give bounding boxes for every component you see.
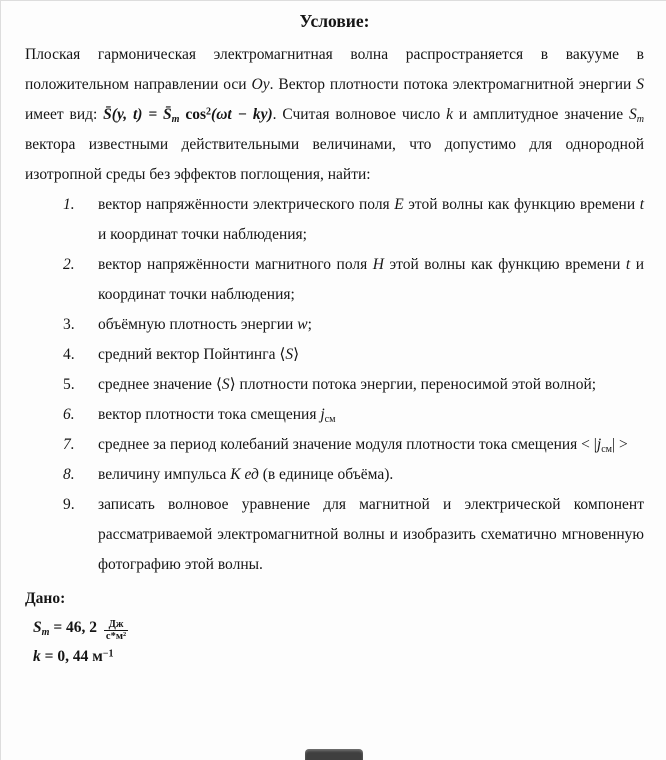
list-item-text: средний вектор Пойнтинга ⟨S⟩ [98, 346, 300, 363]
list-item-text: среднее значение ⟨S⟩ плотности потока энергии, переносимой этой волной; [98, 376, 597, 393]
list-item [61, 490, 644, 580]
problem-list [61, 190, 644, 580]
list-item [61, 310, 644, 340]
intro-paragraph: Плоская гармоническая электромагнитная волна распространяется в вакууме в положительном направлении оси Oy. Вектор плотности потока электромагнитной энергии S имеет вид: S̄(y, $t) = S̄_m$ $\cos^2(\omega t - ky)$. Считая волновое число k и амплитудное значение $S_m$ вектора известными действительными величинами, что допустимо для однородной изотропной среды без эффектов поглощения, найти: [25, 46, 645, 183]
list-item-number: 5. [63, 376, 75, 393]
list-item-number: 2. [63, 256, 75, 273]
list-item-number: 6. [63, 406, 75, 423]
list-item [61, 370, 644, 400]
watermark-fragment [305, 749, 363, 760]
list-item-text: вектор напряжённости магнитного поля H этой волны как функцию времени t и координат точки наблюдения; [98, 256, 644, 303]
fraction: $\frac{Дж}{\text{с*м²}}$ [105, 618, 127, 643]
list-item [61, 400, 644, 430]
given-label: Дано: [25, 590, 66, 607]
list-item-number: 8. [63, 466, 75, 483]
formula-line: k = 0, 44 $м^{-1}$ [33, 647, 114, 665]
list-item [61, 430, 644, 460]
list-item-number: 3. [63, 316, 75, 333]
list-item-number: 4. [63, 346, 75, 363]
given-formulas [25, 614, 644, 670]
list-item-number: 7. [63, 436, 75, 453]
page-title: Условие: [299, 11, 370, 31]
list-item [61, 190, 644, 250]
list-item-text: объёмную плотность энергии w; [98, 316, 312, 333]
list-item-number: 1. [63, 196, 75, 213]
list-item [61, 250, 644, 310]
list-item-text: вектор плотности тока смещения $j_{см}$ [98, 406, 336, 426]
list-item [61, 340, 644, 370]
list-item-number: 9. [63, 496, 75, 513]
list-item-text: среднее за период колебаний значение модуля плотности тока смещения < $|j_{см}|$ > [98, 436, 628, 456]
list-item-text: вектор напряжённости электрического поля E этой волны как функцию времени t и координат точки наблюдения; [98, 196, 644, 243]
formula-line: $S_m = 46$, 2 $\frac{Дж}{\text{с*м²}}$ [33, 618, 127, 643]
list-item [61, 460, 644, 490]
list-item-text: величину импульса K ед (в единице объёма). [98, 466, 394, 483]
list-item-text: записать волновое уравнение для магнитной и электрической компонент рассматриваемой электромагнитной волны и изобразить схематично мгновенную фотографию этой волны. [98, 496, 644, 573]
